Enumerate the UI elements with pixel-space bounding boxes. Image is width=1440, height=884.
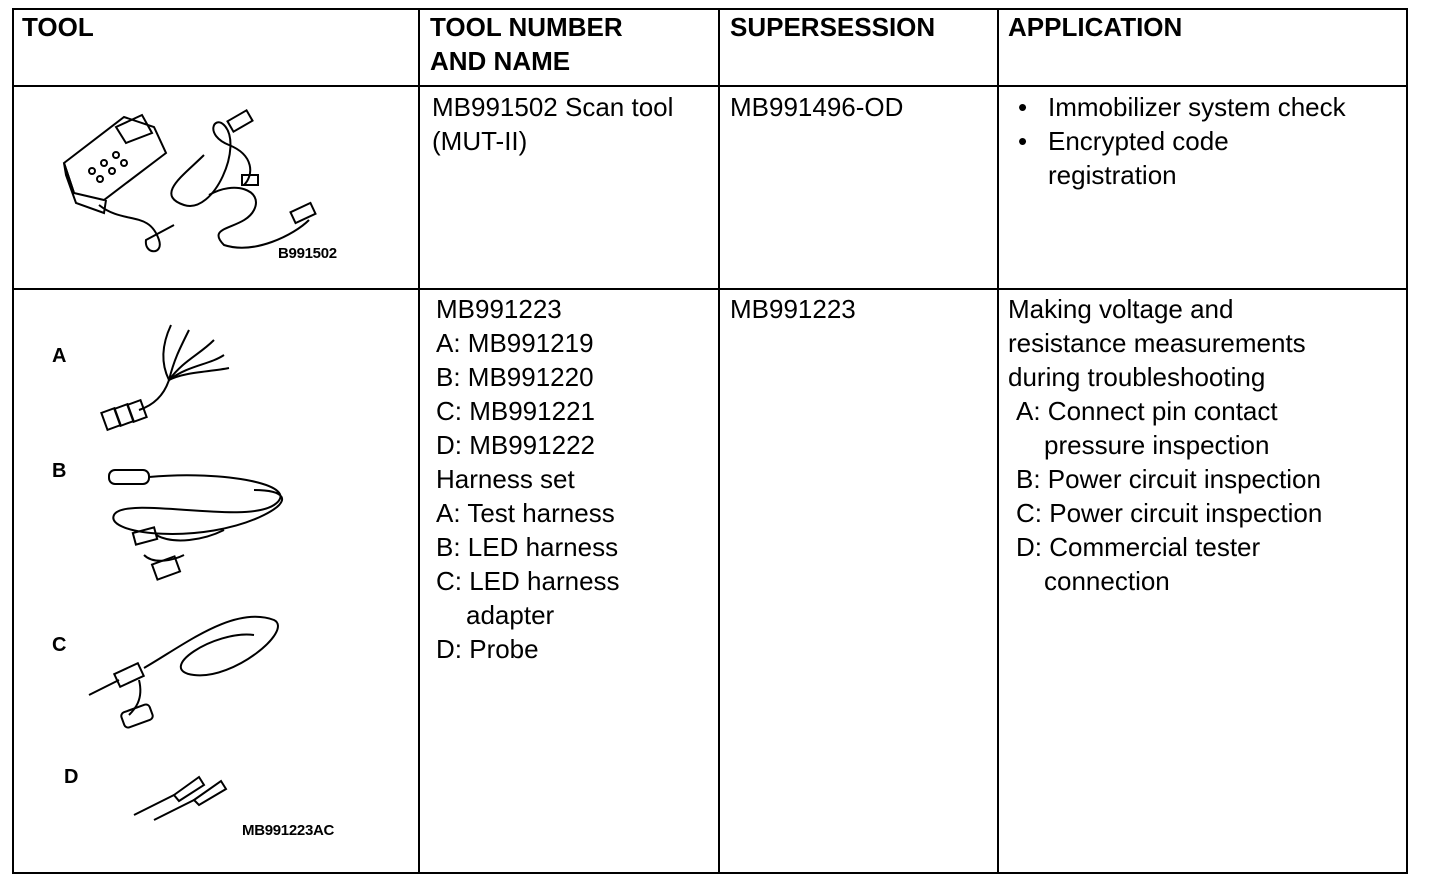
application-bullet-continuation <box>1012 158 1346 192</box>
tool-table <box>12 8 1408 874</box>
application-text: Immobilizer system check <box>1048 92 1346 122</box>
harness-label-c: C <box>52 634 67 656</box>
bullet-dot: • <box>1018 92 1028 122</box>
row2-tool-number <box>436 292 620 666</box>
tool-number-line: D: Probe <box>436 634 539 664</box>
tool-number-line: B: LED harness <box>436 532 619 562</box>
tool-number-line: A: MB991219 <box>436 328 594 358</box>
application-line: A: Connect pin contact <box>1016 396 1278 426</box>
application-line: C: Power circuit inspection <box>1016 498 1323 528</box>
led-harness-adapter-illustration <box>84 610 284 740</box>
harness-set-caption: MB991223AC <box>242 822 335 839</box>
tool-number-line: MB991502 Scan tool <box>432 92 674 122</box>
header-tool-number-line2: AND NAME <box>430 46 571 76</box>
row2-supersession: MB991223 <box>730 294 856 324</box>
application-line: B: Power circuit inspection <box>1016 464 1321 494</box>
probe-illustration <box>129 765 239 825</box>
bullet-dot: • <box>1018 126 1028 156</box>
harness-label-d: D <box>64 766 79 788</box>
led-harness-illustration <box>104 465 294 595</box>
application-line: during troubleshooting <box>1008 362 1266 392</box>
header-tool-number <box>430 10 623 78</box>
row-divider <box>14 288 1406 290</box>
column-divider <box>718 10 720 872</box>
header-supersession: SUPERSESSION <box>730 12 936 42</box>
row2-application <box>1008 292 1322 598</box>
tool-number-line: MB991223 <box>436 294 562 324</box>
application-line: pressure inspection <box>1044 430 1270 460</box>
application-text: Encrypted code <box>1048 126 1229 156</box>
scan-tool-caption: B991502 <box>278 245 337 262</box>
tool-number-line: D: MB991222 <box>436 430 595 460</box>
application-line: D: Commercial tester <box>1016 532 1261 562</box>
header-tool: TOOL <box>22 12 94 42</box>
application-bullet-item <box>1012 90 1346 124</box>
harness-label-b: B <box>52 460 67 482</box>
tool-number-line: C: MB991221 <box>436 396 595 426</box>
application-bullet-item <box>1012 124 1346 158</box>
tool-number-line: A: Test harness <box>436 498 615 528</box>
harness-label-a: A <box>52 345 67 367</box>
column-divider <box>418 10 420 872</box>
tool-number-line: Harness set <box>436 464 575 494</box>
column-divider <box>997 10 999 872</box>
application-line: resistance measurements <box>1008 328 1306 358</box>
row1-application <box>1012 90 1346 192</box>
test-harness-illustration <box>99 310 239 440</box>
tool-number-line: adapter <box>466 600 555 630</box>
tool-number-line: B: MB991220 <box>436 362 594 392</box>
header-tool-number-line1: TOOL NUMBER <box>430 12 623 42</box>
row-divider <box>14 85 1406 87</box>
application-line: Making voltage and <box>1008 294 1234 324</box>
tool-number-line: (MUT-II) <box>432 126 528 156</box>
row1-supersession: MB991496-OD <box>730 92 904 122</box>
tool-number-line: C: LED harness <box>436 566 620 596</box>
header-application: APPLICATION <box>1008 12 1183 42</box>
scan-tool-illustration <box>54 105 314 255</box>
application-text: registration <box>1048 160 1177 190</box>
application-line: connection <box>1044 566 1170 596</box>
row1-tool-number <box>432 90 673 158</box>
